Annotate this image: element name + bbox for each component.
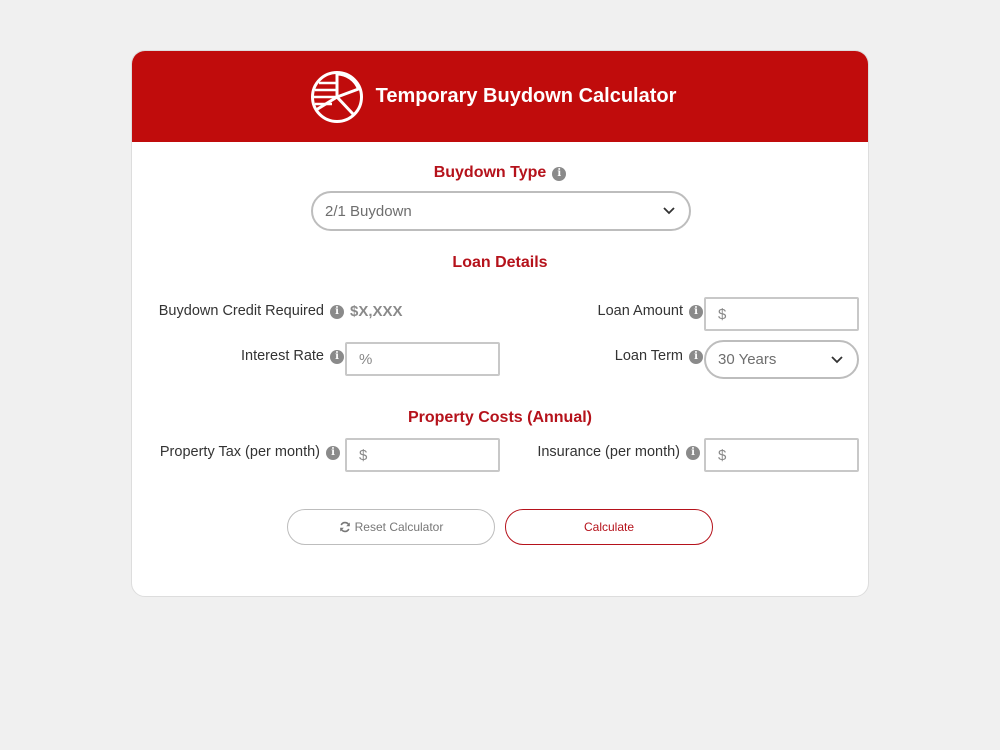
- info-icon[interactable]: i: [330, 350, 344, 364]
- insurance-label: Insurance (per month) i: [537, 444, 700, 460]
- property-tax-placeholder: $: [359, 446, 368, 464]
- reset-calculator-label: Reset Calculator: [354, 520, 444, 534]
- chevron-down-icon: [663, 207, 675, 215]
- calculator-card: [131, 50, 869, 597]
- interest-rate-label: Interest Rate i: [241, 348, 344, 364]
- info-icon[interactable]: i: [689, 305, 703, 319]
- loan-amount-label: Loan Amount i: [598, 303, 703, 319]
- buydown-type-title: Buydown Type: [433, 164, 547, 181]
- interest-rate-placeholder: %: [359, 350, 373, 368]
- loan-amount-placeholder: $: [718, 305, 727, 323]
- interest-rate-input[interactable]: [345, 342, 500, 376]
- loan-term-select[interactable]: [704, 340, 859, 379]
- pie-chart-icon: [310, 70, 364, 124]
- reset-calculator-button[interactable]: [287, 509, 495, 545]
- buydown-type-heading: [132, 164, 868, 182]
- calculate-label: Calculate: [583, 520, 635, 534]
- refresh-icon: [339, 521, 351, 533]
- loan-details-title: Loan Details: [452, 254, 548, 271]
- loan-term-value: 30 Years: [718, 351, 777, 368]
- buydown-credit-label: Buydown Credit Required i: [159, 303, 344, 319]
- insurance-placeholder: $: [718, 446, 727, 464]
- buydown-type-value: 2/1 Buydown: [325, 202, 412, 220]
- property-costs-title: Property Costs (Annual): [407, 409, 592, 426]
- buydown-type-select[interactable]: [311, 191, 691, 231]
- calculator-header: [132, 51, 868, 142]
- info-icon[interactable]: i: [689, 350, 703, 364]
- property-tax-label: Property Tax (per month) i: [160, 444, 340, 460]
- calculate-button[interactable]: [505, 509, 713, 545]
- chevron-down-icon: [831, 356, 843, 364]
- buydown-credit-value: $X,XXX: [350, 303, 403, 320]
- insurance-input[interactable]: [704, 438, 859, 472]
- property-tax-input[interactable]: [345, 438, 500, 472]
- info-icon[interactable]: i: [330, 305, 344, 319]
- page-title: Temporary Buydown Calculator: [375, 85, 677, 107]
- info-icon[interactable]: i: [326, 446, 340, 460]
- loan-term-label: Loan Term i: [615, 348, 703, 364]
- loan-amount-input[interactable]: [704, 297, 859, 331]
- info-icon[interactable]: i: [552, 167, 566, 181]
- info-icon[interactable]: i: [686, 446, 700, 460]
